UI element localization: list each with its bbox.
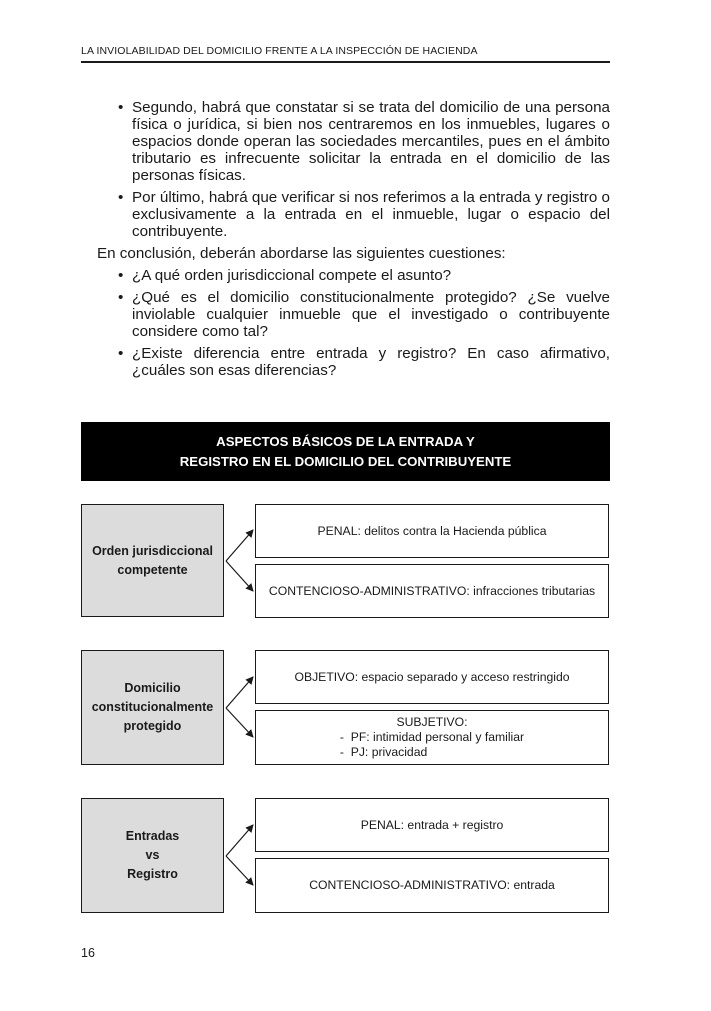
branch-arrow	[226, 677, 253, 708]
diagram-right-box	[255, 710, 609, 765]
bullet-list-top	[81, 99, 610, 240]
left-box-line: constitucionalmente	[91, 700, 214, 714]
left-box-line: vs	[145, 848, 160, 862]
left-box-line: competente	[117, 562, 188, 577]
page-number: 16	[81, 946, 95, 960]
right-box-text: OBJETIVO: espacio separado y acceso restringido	[294, 669, 570, 684]
right-box-text: CONTENCIOSO-ADMINISTRATIVO: entrada	[309, 878, 555, 892]
diagram-left-box-entry-vs-search	[81, 798, 224, 913]
left-box-line: Registro	[127, 867, 178, 881]
diagram-title	[81, 422, 610, 481]
branch-arrow	[226, 708, 253, 737]
left-box-line: protegido	[123, 719, 182, 733]
list-item	[81, 267, 610, 284]
right-box-text: PENAL: entrada + registro	[360, 817, 504, 832]
diagram-left-box-jurisdiction	[81, 504, 224, 617]
list-item	[81, 345, 610, 379]
diagram-right-box	[255, 650, 609, 704]
list-item-text: ¿Qué es el domicilio constitucionalmente protegido? ¿Se vuelve inviolable cualquier inmueble que el investigado o contribuyente considere como tal?	[132, 289, 610, 340]
branch-arrow	[226, 530, 253, 561]
conclusion-paragraph: En conclusión, deberán abordarse las siguientes cuestiones:	[97, 245, 506, 262]
header-rule	[81, 61, 610, 63]
diagram-right-box	[255, 858, 609, 913]
right-box-subitem: - PJ: privacidad	[339, 745, 428, 759]
diagram-right-box	[255, 504, 609, 558]
bullet-marker: •	[118, 267, 124, 284]
bullet-marker: •	[118, 99, 124, 116]
diagram-right-box	[255, 564, 609, 618]
left-box-line: Entradas	[125, 829, 180, 843]
branch-arrow	[226, 856, 253, 885]
bullet-marker: •	[118, 189, 124, 206]
right-box-text: PENAL: delitos contra la Hacienda pública	[317, 523, 547, 538]
diagram-left-box-domicile	[81, 650, 224, 765]
body-text	[81, 99, 610, 384]
list-item-text: Por último, habrá que verificar si nos referimos a la entrada y registro o exclusivamente a la entrada en el inmueble, lugar o espacio del contribuyente.	[132, 189, 610, 240]
bullet-marker: •	[118, 345, 124, 362]
list-item-text: Segundo, habrá que constatar si se trata del domicilio de una persona física o jurídica, si bien nos centraremos en los inmuebles, lugares o espacios donde operan las sociedades mercantiles, pues en el ámbito tributario es infrecuente solicitar la entrada en el domicilio de las personas físicas.	[132, 99, 610, 184]
running-head: LA INVIOLABILIDAD DEL DOMICILIO FRENTE A LA INSPECCIÓN DE HACIENDA	[81, 45, 478, 57]
diagram-title-line: ASPECTOS BÁSICOS DE LA ENTRADA Y	[216, 433, 475, 449]
list-item	[81, 289, 610, 340]
bullet-marker: •	[118, 289, 124, 306]
list-item	[81, 189, 610, 240]
branch-arrow	[226, 825, 253, 856]
right-box-text: CONTENCIOSO-ADMINISTRATIVO: infracciones tributarias	[268, 583, 596, 598]
diagram-title-line: REGISTRO EN EL DOMICILIO DEL CONTRIBUYENTE	[179, 453, 512, 469]
diagram-right-box	[255, 798, 609, 852]
list-item-text: ¿Existe diferencia entre entrada y registro? En caso afirmativo, ¿cuáles son esas diferencias?	[132, 345, 610, 379]
right-box-text: SUBJETIVO:	[396, 715, 468, 729]
branch-arrow	[226, 561, 253, 591]
bullet-list-questions	[81, 267, 610, 379]
left-box-line: Domicilio	[124, 681, 181, 695]
list-item	[81, 99, 610, 184]
list-item-text: ¿A qué orden jurisdiccional compete el asunto?	[132, 267, 452, 284]
left-box-line: Orden jurisdiccional	[92, 543, 213, 558]
right-box-subitem: - PF: intimidad personal y familiar	[339, 730, 525, 744]
